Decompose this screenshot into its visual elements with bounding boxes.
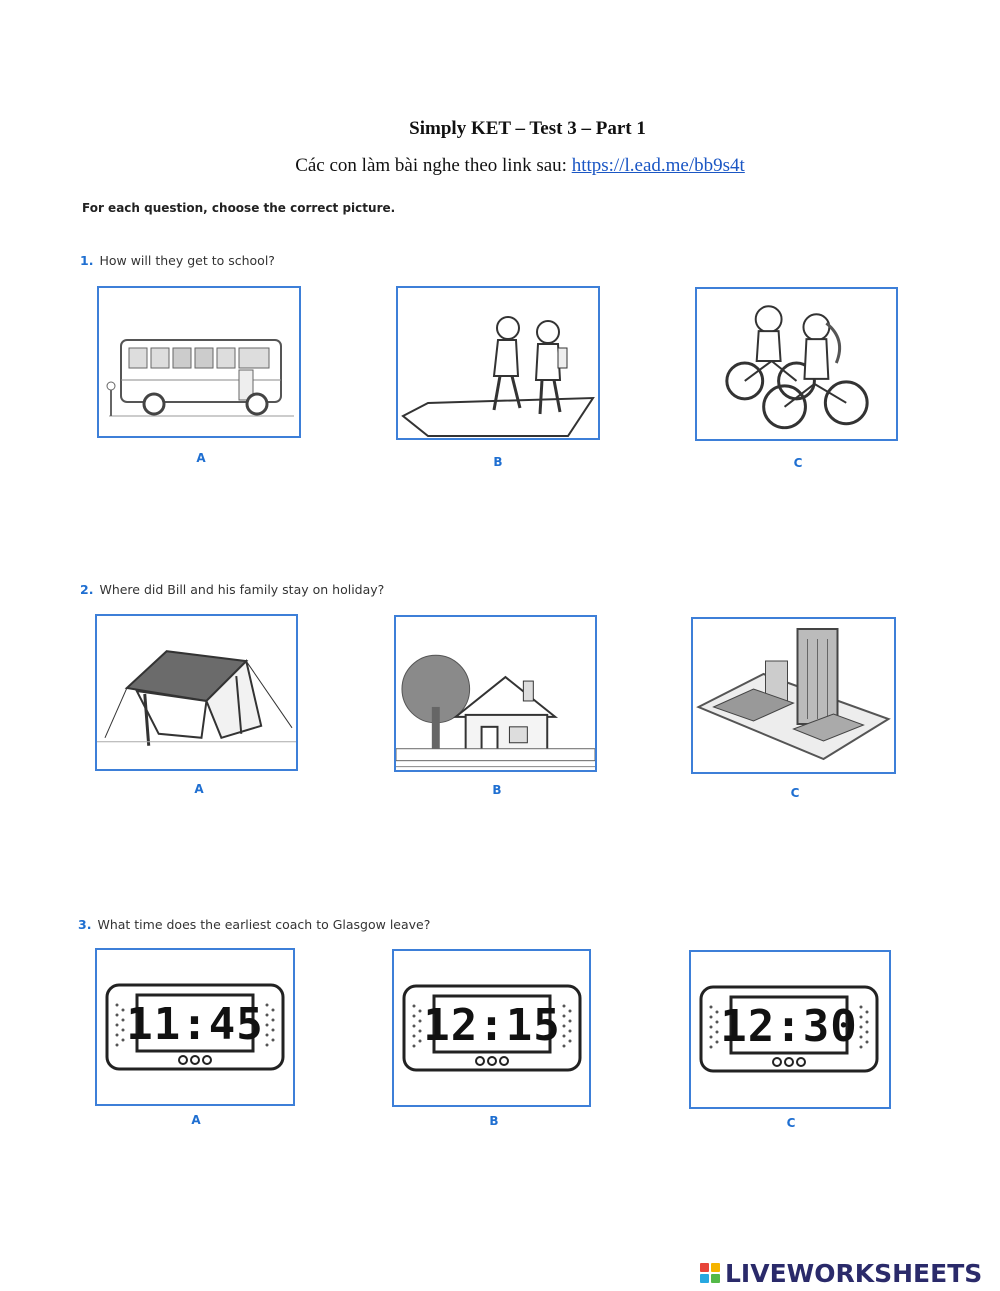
option-picture-2b[interactable] <box>394 615 597 772</box>
logo-square <box>700 1274 709 1283</box>
logo-square <box>711 1274 720 1283</box>
option-label-1c: C <box>793 456 803 470</box>
logo-mark-icon <box>700 1263 720 1283</box>
clock-time: 12:30 <box>720 1001 858 1052</box>
cycling-children-picture <box>697 289 896 439</box>
option-label-1b: B <box>493 455 503 469</box>
subtitle-text: Các con làm bài nghe theo link sau: <box>295 155 572 176</box>
question-text: Where did Bill and his family stay on holiday? <box>99 582 385 597</box>
question-3 <box>78 917 430 932</box>
tent-picture <box>97 616 296 769</box>
question-2 <box>80 582 384 597</box>
walking-children-picture <box>398 288 598 438</box>
option-label-3c: C <box>786 1116 796 1130</box>
option-label-2c: C <box>790 786 800 800</box>
option-picture-2a[interactable] <box>95 614 298 771</box>
option-picture-3a[interactable] <box>95 948 295 1106</box>
liveworksheets-logo <box>700 1258 982 1288</box>
digital-clock-picture <box>97 950 293 1104</box>
question-1 <box>80 253 275 268</box>
option-picture-3c[interactable] <box>689 950 891 1109</box>
digital-clock-picture <box>394 951 589 1105</box>
house-picture <box>396 617 595 770</box>
option-label-3a: A <box>191 1113 201 1127</box>
option-picture-1b[interactable] <box>396 286 600 440</box>
option-label-2b: B <box>492 783 502 797</box>
question-number: 1. <box>80 253 94 268</box>
clock-time: 12:15 <box>423 1000 561 1051</box>
option-label-3b: B <box>489 1114 499 1128</box>
logo-square <box>711 1263 720 1272</box>
option-picture-1c[interactable] <box>695 287 898 441</box>
logo-text: LIVEWORKSHEETS <box>725 1258 983 1288</box>
worksheet-subtitle <box>0 155 1000 177</box>
option-picture-1a[interactable] <box>97 286 301 438</box>
question-text: How will they get to school? <box>99 253 275 268</box>
listening-link[interactable]: https://l.ead.me/bb9s4t <box>571 155 745 176</box>
question-number: 3. <box>78 917 92 932</box>
worksheet-title: Simply KET – Test 3 – Part 1 <box>409 118 646 139</box>
city-hotel-picture <box>693 619 894 772</box>
option-label-1a: A <box>196 451 206 465</box>
logo-square <box>700 1263 709 1272</box>
bus-picture <box>99 288 299 436</box>
question-text: What time does the earliest coach to Glasgow leave? <box>97 917 431 932</box>
question-number: 2. <box>80 582 94 597</box>
option-label-2a: A <box>194 782 204 796</box>
digital-clock-picture <box>691 952 889 1107</box>
instructions: For each question, choose the correct picture. <box>82 201 396 215</box>
option-picture-3b[interactable] <box>392 949 591 1107</box>
clock-time: 11:45 <box>126 999 264 1050</box>
option-picture-2c[interactable] <box>691 617 896 774</box>
